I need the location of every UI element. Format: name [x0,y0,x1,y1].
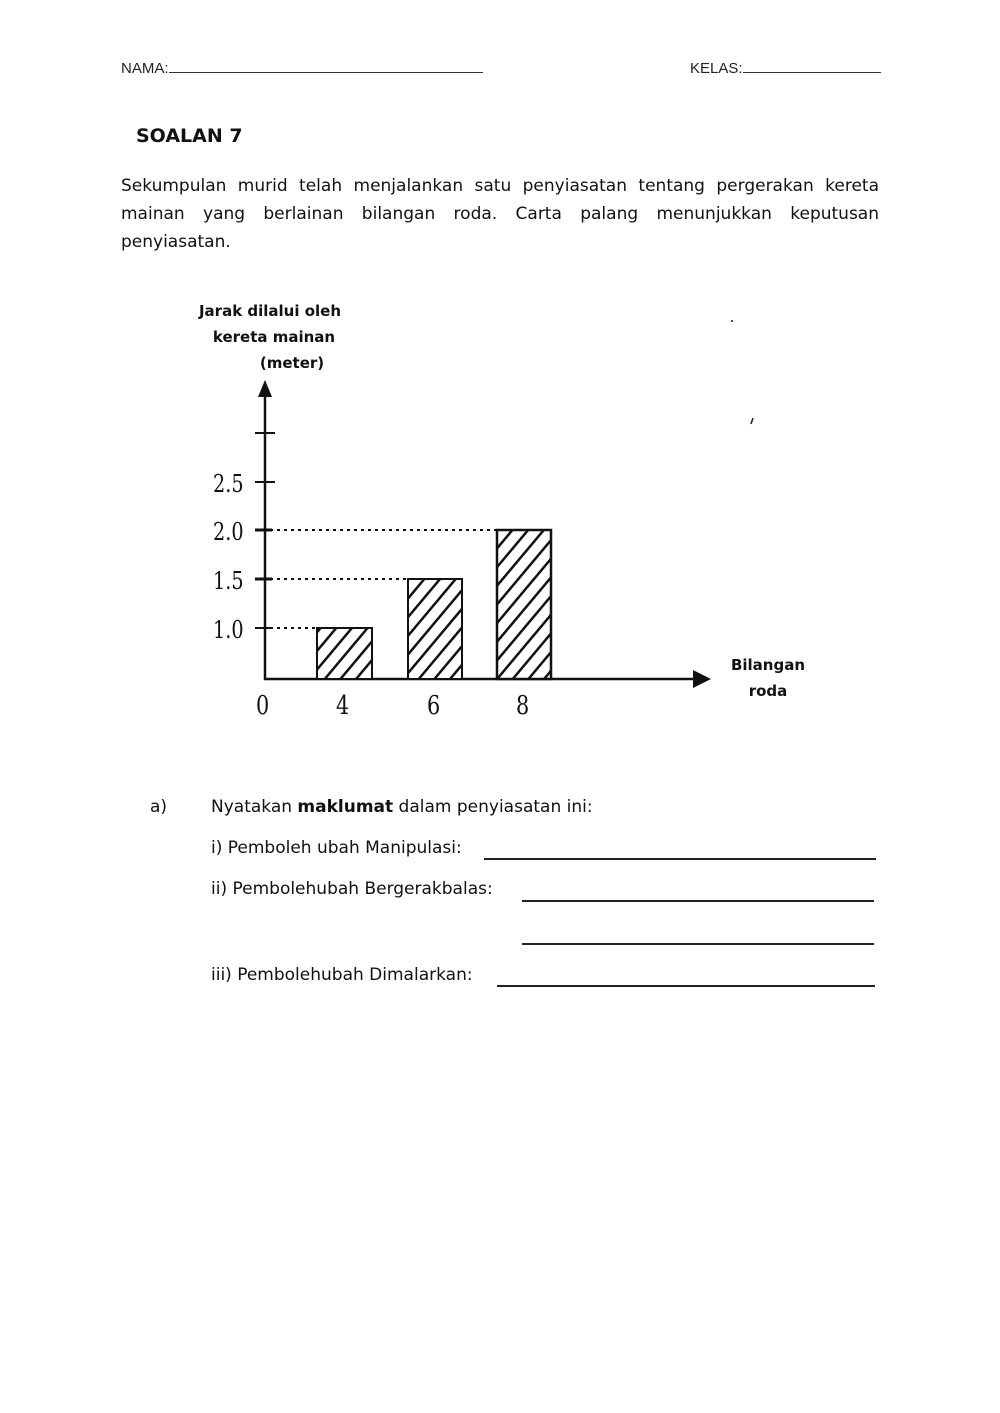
bar-6-wheels [408,579,462,679]
class-label: KELAS: [690,60,743,77]
prompt-text: Nyatakan [211,797,298,817]
x-axis-title-line-1: Bilangan [730,656,806,674]
intro-line-3: penyiasatan. [121,232,231,252]
x-tick-6: 6 [427,691,441,721]
y-tick-1-5: 1.5 [213,567,244,595]
bar-4-wheels [317,628,372,679]
y-axis-title-line-3: (meter) [259,354,325,372]
item-constant-label: iii) Pembolehubah Dimalarkan: [211,965,473,985]
y-axis-title-line-2: kereta mainan [212,328,336,346]
part-a-prompt [211,797,593,817]
y-tick-2-0: 2.0 [213,518,244,546]
x-axis-title-line-2: roda [748,682,788,700]
x-tick-8: 8 [516,691,530,721]
y-axis-title-line-1: Jarak dilalui oleh [198,302,342,320]
answer-manipulated-field[interactable] [484,858,876,860]
item-manipulated-label: i) Pemboleh ubah Manipulasi: [211,838,462,858]
question-title: SOALAN 7 [136,125,243,147]
y-tick-2-5: 2.5 [213,470,244,498]
x-axis-title [718,652,818,704]
prompt-text-end: dalam penyiasatan ini: [393,797,593,817]
y-tick-1-0: 1.0 [213,616,244,644]
x-axis-arrow-icon [693,670,711,688]
name-label: NAMA: [121,60,169,77]
answer-responding-field-2[interactable] [522,943,874,945]
item-responding-label: ii) Pembolehubah Bergerakbalas: [211,879,493,899]
intro-line-2: mainan yang berlainan bilangan roda. Carta palang menunjukkan keputusan [121,204,879,224]
prompt-bold: maklumat [297,797,394,817]
part-a-label: a) [150,797,168,817]
intro-line-1: Sekumpulan murid telah menjalankan satu penyiasatan tentang pergerakan kereta [121,176,879,196]
y-axis-arrow-icon [258,380,272,397]
x-tick-4: 4 [336,691,350,721]
answer-constant-field[interactable] [497,985,875,987]
x-tick-0: 0 [256,691,270,721]
bar-8-wheels [497,530,551,679]
answer-responding-field[interactable] [522,900,874,902]
